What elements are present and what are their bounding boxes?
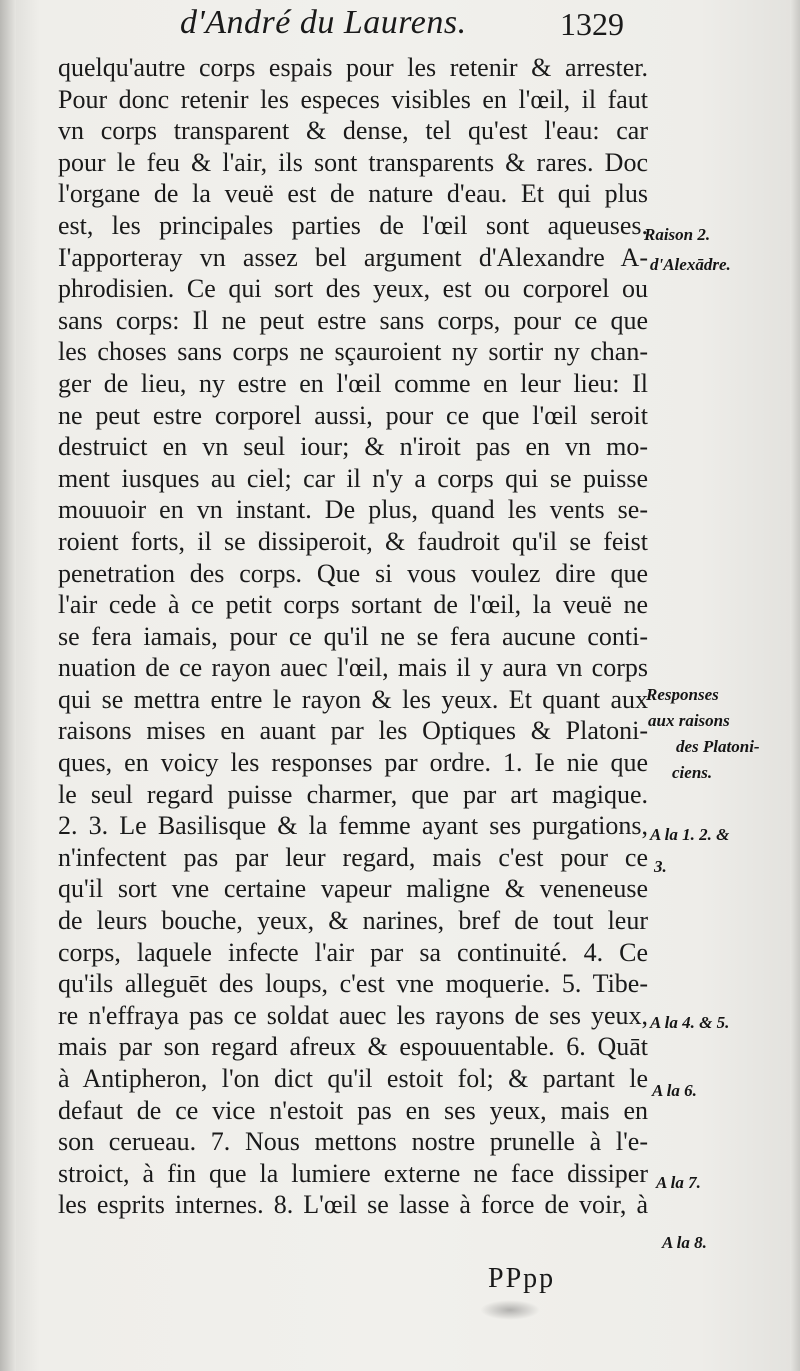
margin-note-ala-3: 3.	[654, 857, 667, 876]
text-line: ment iusques au ciel; car il n'y a corps qui se puisse	[58, 463, 648, 493]
text-line: les esprits internes. 8. L'œil se lasse à force de voir, à	[58, 1190, 648, 1220]
margin-note-ala-1-2-3: A la 1. 2. &	[650, 825, 730, 844]
text-line: destruict en vn seul iour; & n'iroit pas en vn mo-	[58, 432, 648, 462]
margin-note-ala-6: A la 6.	[652, 1081, 697, 1100]
text-line: mouuoir en vn instant. De plus, quand les vents se-	[58, 495, 648, 525]
text-line: ger de lieu, ny estre en l'œil comme en leur lieu: Il	[58, 368, 648, 398]
text-line: roient forts, il se dissiperoit, & faudroit qu'il se feist	[58, 526, 648, 556]
text-line: re n'effraya pas ce soldat auec les rayons de ses yeux,	[58, 1000, 648, 1030]
text-line: pour le feu & l'air, ils sont transparents & rares. Doc	[58, 147, 648, 177]
text-line: raisons mises en auant par les Optiques & Platoni-	[58, 716, 648, 746]
margin-note-alexandre: d'Alexādre.	[650, 255, 731, 274]
text-line: stroict, à fin que la lumiere externe ne face dissiper	[58, 1158, 648, 1188]
text-line: l'organe de la veuë est de nature d'eau. Et qui plus	[58, 179, 648, 209]
page-number: 1329	[560, 6, 624, 42]
text-line: son cerueau. 7. Nous mettons nostre prunelle à l'e-	[58, 1127, 648, 1157]
text-line: qui se mettra entre le rayon & les yeux. Et quant aux	[58, 684, 648, 714]
text-line: penetration des corps. Que si vous voulez dire que	[58, 558, 648, 588]
ink-smudge	[480, 1300, 540, 1320]
text-line: phrodisien. Ce qui sort des yeux, est ou corporel ou	[58, 274, 648, 304]
text-line: ques, en voicy les responses par ordre. 1. Ie nie que	[58, 748, 648, 778]
margin-note-responses-line2: aux raisons	[648, 711, 730, 730]
text-line: de leurs bouche, yeux, & narines, bref de tout leur	[58, 906, 648, 936]
text-line: les choses sans corps ne sçauroient ny sortir ny chan-	[58, 337, 648, 367]
margin-note-ala-7: A la 7.	[656, 1173, 701, 1192]
margin-note-responses-line3: des Platoni-	[676, 737, 760, 756]
text-line: qu'ils alleguēt des loups, c'est vne moquerie. 5. Tibe-	[58, 969, 648, 999]
margin-note-responses-line4: ciens.	[672, 763, 713, 782]
text-line: est, les principales parties de l'œil sont aqueuses.	[58, 210, 648, 240]
text-line: ne peut estre corporel aussi, pour ce que l'œil seroit	[58, 400, 648, 430]
page-edge-shadow	[790, 0, 800, 1371]
text-line: à Antipheron, l'on dict qu'il estoit fol; & partant le	[58, 1064, 648, 1093]
text-line: le seul regard puisse charmer, que par art magique.	[58, 779, 648, 809]
running-head: d'André du Laurens.	[180, 4, 467, 41]
text-line: qu'il sort vne certaine vapeur maligne & veneneuse	[58, 874, 648, 904]
margin-note-ala-4-5: A la 4. & 5.	[650, 1013, 730, 1032]
text-line: defaut de ce vice n'estoit pas en ses yeux, mais en	[58, 1095, 648, 1125]
text-line: n'infectent pas par leur regard, mais c'est pour ce	[58, 842, 648, 872]
text-line: corps, laquele infecte l'air par sa continuité. 4. Ce	[58, 937, 648, 967]
page-gutter-shadow	[0, 0, 16, 1371]
text-line: Pour donc retenir les especes visibles en l'œil, il faut	[58, 84, 648, 114]
signature-mark: PPpp	[488, 1263, 556, 1294]
text-line: l'air cede à ce petit corps sortant de l'œil, la veuë ne	[58, 590, 648, 620]
body-text	[58, 52, 648, 1221]
margin-note-responses-line1: Responses	[646, 685, 719, 704]
text-line: vn corps transparent & dense, tel qu'est l'eau: car	[58, 116, 648, 146]
text-line: quelqu'autre corps espais pour les retenir & arrester.	[58, 53, 648, 82]
text-line: sans corps: Il ne peut estre sans corps, pour ce que	[58, 305, 648, 335]
text-line: nuation de ce rayon auec l'œil, mais il y aura vn corps	[58, 653, 648, 683]
margin-note-ala-8: A la 8.	[662, 1233, 707, 1252]
text-line: I'apporteray vn assez bel argument d'Alexandre A-	[58, 242, 648, 272]
margin-note-raison-2: Raison 2.	[644, 225, 711, 244]
text-line: 2. 3. Le Basilisque & la femme ayant ses purgations,	[58, 811, 648, 841]
text-line: mais par son regard afreux & espouuentable. 6. Quāt	[58, 1032, 648, 1062]
text-line: se fera iamais, pour ce qu'il ne se fera aucune conti-	[58, 621, 648, 651]
